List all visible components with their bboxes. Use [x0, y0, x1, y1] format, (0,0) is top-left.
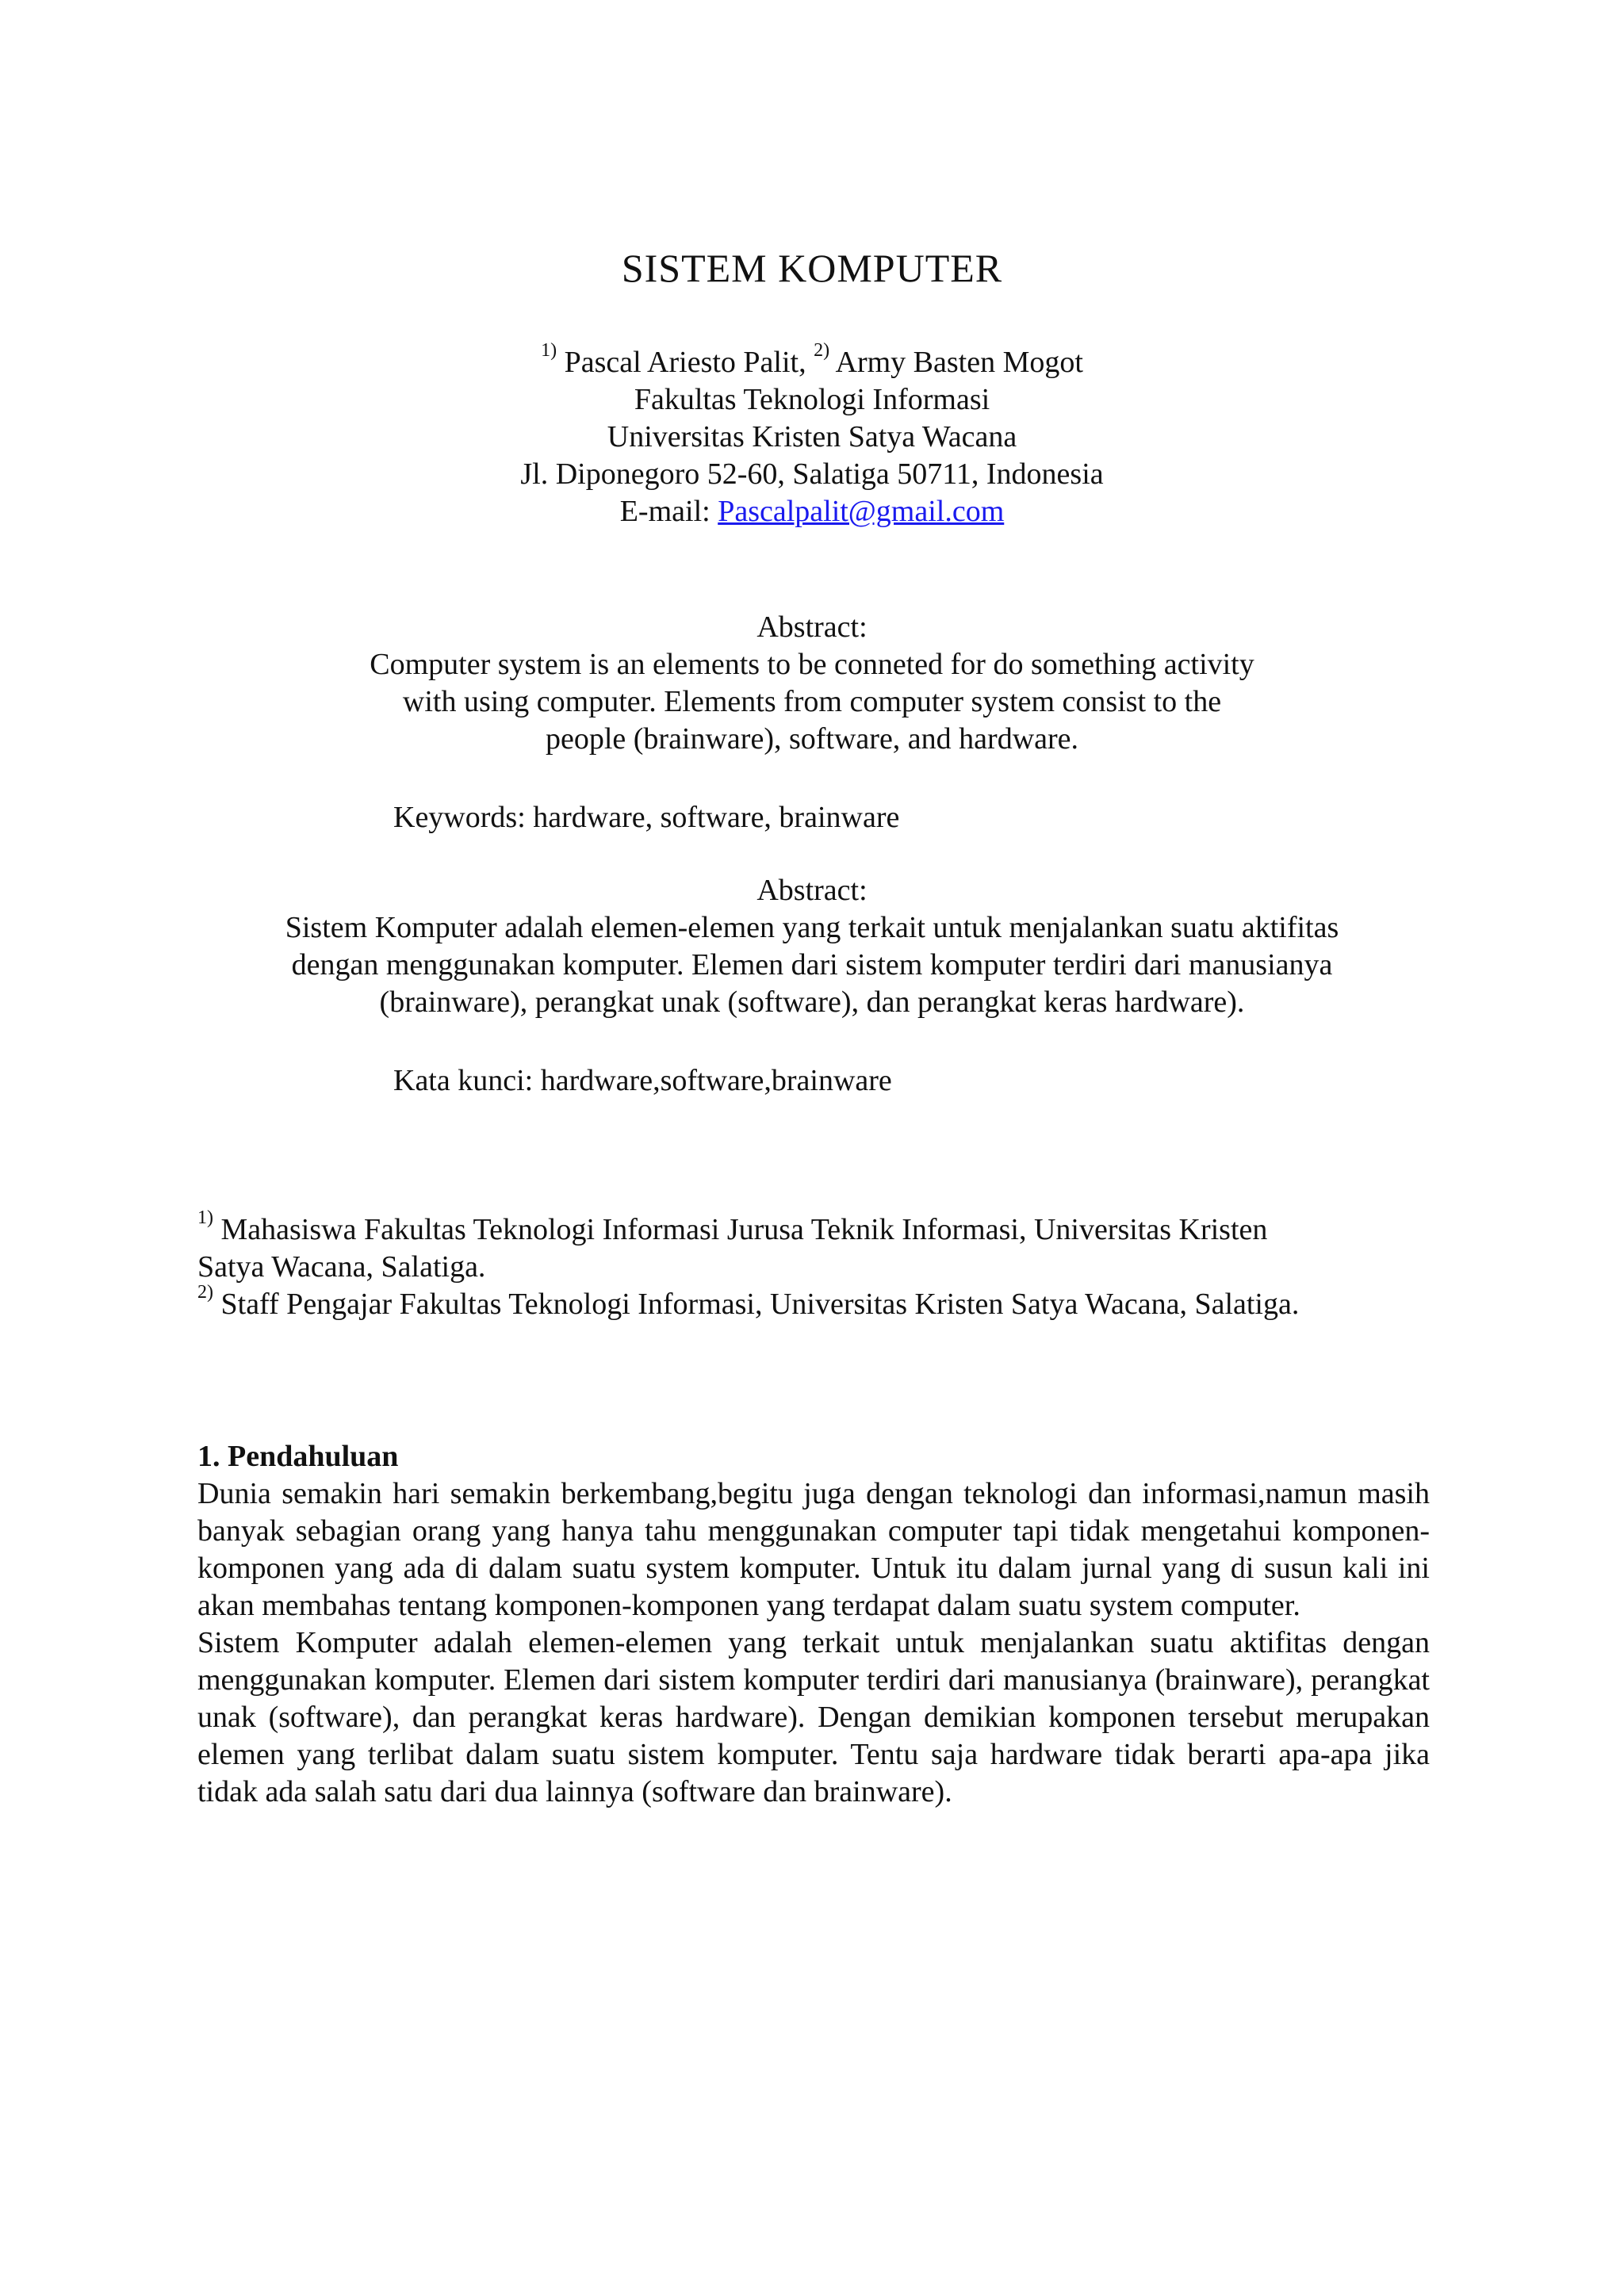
abstract-indonesian [0, 872, 1624, 1021]
author1-name: Pascal Ariesto Palit, [564, 346, 806, 379]
faculty-line: Fakultas Teknologi Informasi [634, 383, 990, 416]
keywords-indonesian: Kata kunci: hardware,software,brainware [393, 1064, 892, 1097]
email-link[interactable]: Pascalpalit@gmail.com [718, 495, 1005, 528]
keywords-english: Keywords: hardware, software, brainware [393, 801, 900, 834]
abstract-line: with using computer. Elements from computer system consist to the [402, 685, 1222, 718]
abstract-line: people (brainware), software, and hardware. [545, 722, 1079, 756]
author-line [0, 340, 1624, 381]
body-paragraph: Sistem Komputer adalah elemen-elemen yang terkait untuk menjalankan suatu aktifitas dengan menggunakan komputer. Elemen dari sistem komputer terdiri dari manusianya (brainware), perangkat unak (software), dan perangkat keras hardware). Dengan demikian komponen tersebut merupakan elemen yang terlibat dalam suatu sistem komputer. Tentu saja hardware tidak berarti apa-apa jika tidak ada salah satu dari dua lainnya (software dan brainware). [197, 1626, 1430, 1808]
abstract-heading: Abstract: [756, 874, 868, 907]
footnote-2-text: Staff Pengajar Fakultas Teknologi Informasi, Universitas Kristen Satya Wacana, Salatiga. [220, 1288, 1300, 1321]
footnote-1 [197, 1207, 1434, 1249]
author2-name: Army Basten Mogot [835, 346, 1083, 379]
abstract-line: Sistem Komputer adalah elemen-elemen yang terkait untuk menjalankan suatu aktifitas [285, 911, 1339, 944]
author1-mark: 1) [541, 340, 557, 361]
abstract-line: (brainware), perangkat unak (software), dan perangkat keras hardware). [379, 985, 1245, 1019]
footnote-2-mark: 2) [197, 1282, 213, 1303]
footnote-1-text: Mahasiswa Fakultas Teknologi Informasi Jurusa Teknik Informasi, Universitas Kristen [220, 1213, 1268, 1246]
abstract-english [0, 609, 1624, 758]
paper-title: SISTEM KOMPUTER [621, 246, 1003, 290]
body-paragraph: Dunia semakin hari semakin berkembang,begitu juga dengan teknologi dan informasi,namun masih banyak sebagian orang yang hanya tahu menggunakan computer tapi tidak mengetahui komponen-komponen yang ada di dalam suatu system komputer. Untuk itu dalam jurnal yang di susun kali ini akan membahas tentang komponen-komponen yang terdapat dalam suatu system computer. [197, 1477, 1430, 1622]
email-line [0, 493, 1624, 530]
abstract-heading: Abstract: [756, 610, 868, 644]
footnote-2 [197, 1282, 1434, 1323]
address-line: Jl. Diponegoro 52-60, Salatiga 50711, Indonesia [520, 457, 1104, 491]
author2-mark: 2) [814, 340, 830, 361]
email-label: E-mail: [619, 495, 710, 528]
footnote-1-continuation: Satya Wacana, Salatiga. [197, 1250, 486, 1284]
author-block [0, 340, 1624, 530]
section-heading: 1. Pendahuluan [197, 1440, 399, 1473]
author-footnotes [197, 1207, 1434, 1323]
footnote-1-mark: 1) [197, 1207, 213, 1228]
abstract-line: dengan menggunakan komputer. Elemen dari sistem komputer terdiri dari manusianya [291, 948, 1333, 982]
abstract-line: Computer system is an elements to be conneted for do something activity [370, 648, 1254, 681]
university-line: Universitas Kristen Satya Wacana [607, 420, 1017, 453]
section-introduction [197, 1438, 1430, 1811]
